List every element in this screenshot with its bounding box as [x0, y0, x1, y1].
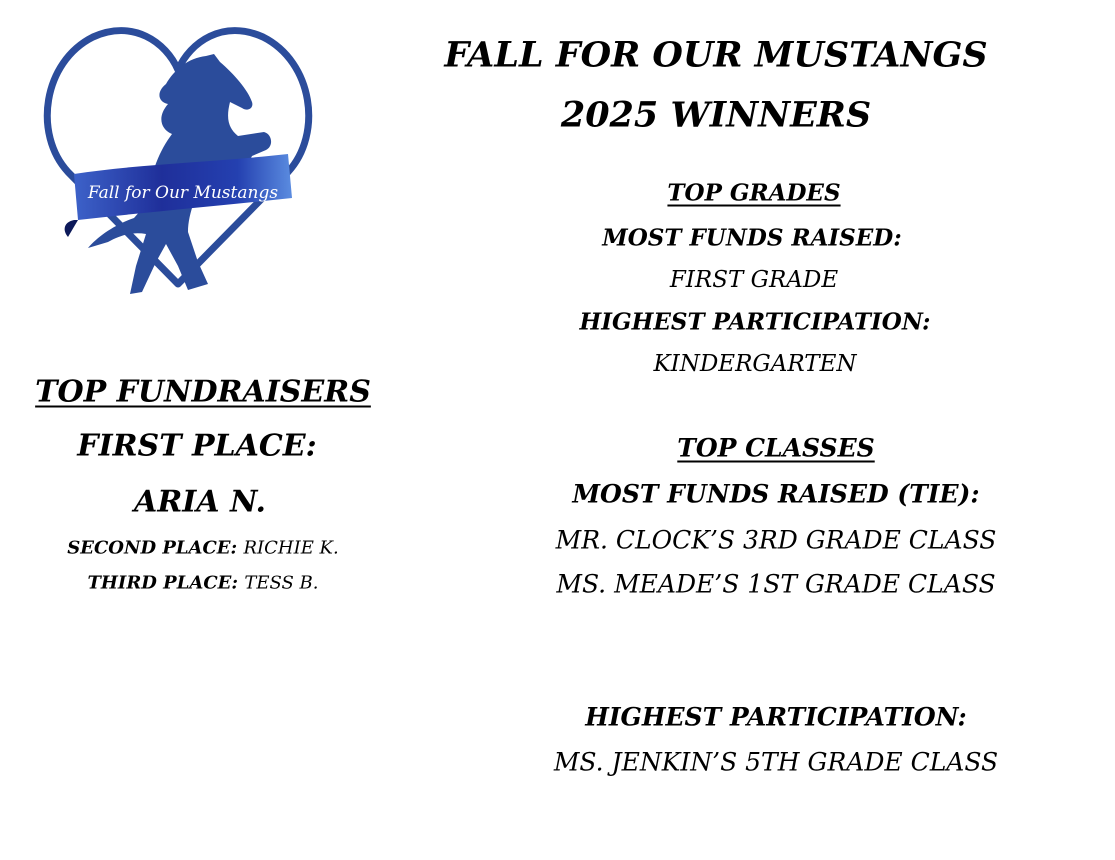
- third-place-line: [88, 573, 319, 594]
- first-place-name: ARIA N.: [134, 484, 266, 520]
- fall-for-our-mustangs-logo: [38, 22, 318, 307]
- top-fundraisers-heading: TOP FUNDRAISERS: [35, 374, 371, 410]
- classes-participation-label: HIGHEST PARTICIPATION:: [585, 702, 967, 732]
- grades-funds-label: MOST FUNDS RAISED:: [602, 224, 902, 252]
- logo-banner-text: Fall for Our Mustangs: [87, 183, 279, 203]
- title-line-1: FALL FOR OUR MUSTANGS: [444, 34, 988, 76]
- ribbon-fold: [65, 220, 78, 237]
- second-place-line: [67, 538, 338, 559]
- title-line-2: 2025 WINNERS: [560, 94, 872, 136]
- classes-funds-label: MOST FUNDS RAISED (TIE):: [572, 479, 980, 509]
- second-place-name: RICHIE K.: [243, 537, 339, 559]
- top-classes-heading: TOP CLASSES: [677, 433, 875, 463]
- grades-funds-winner: FIRST GRADE: [669, 267, 839, 293]
- third-place-name: TESS B.: [244, 572, 319, 594]
- classes-participation-winner: MS. JENKIN’S 5TH GRADE CLASS: [553, 747, 999, 777]
- first-place-label: FIRST PLACE:: [77, 428, 317, 464]
- third-place-label: THIRD PLACE:: [87, 572, 239, 594]
- top-grades-heading: TOP GRADES: [667, 179, 841, 207]
- classes-funds-winner-1: MR. CLOCK’S 3RD GRADE CLASS: [555, 525, 997, 555]
- grades-participation-winner: KINDERGARTEN: [653, 351, 857, 377]
- second-place-label: SECOND PLACE:: [67, 537, 238, 559]
- classes-funds-winner-2: MS. MEADE’S 1ST GRADE CLASS: [556, 569, 996, 599]
- grades-participation-label: HIGHEST PARTICIPATION:: [579, 308, 931, 336]
